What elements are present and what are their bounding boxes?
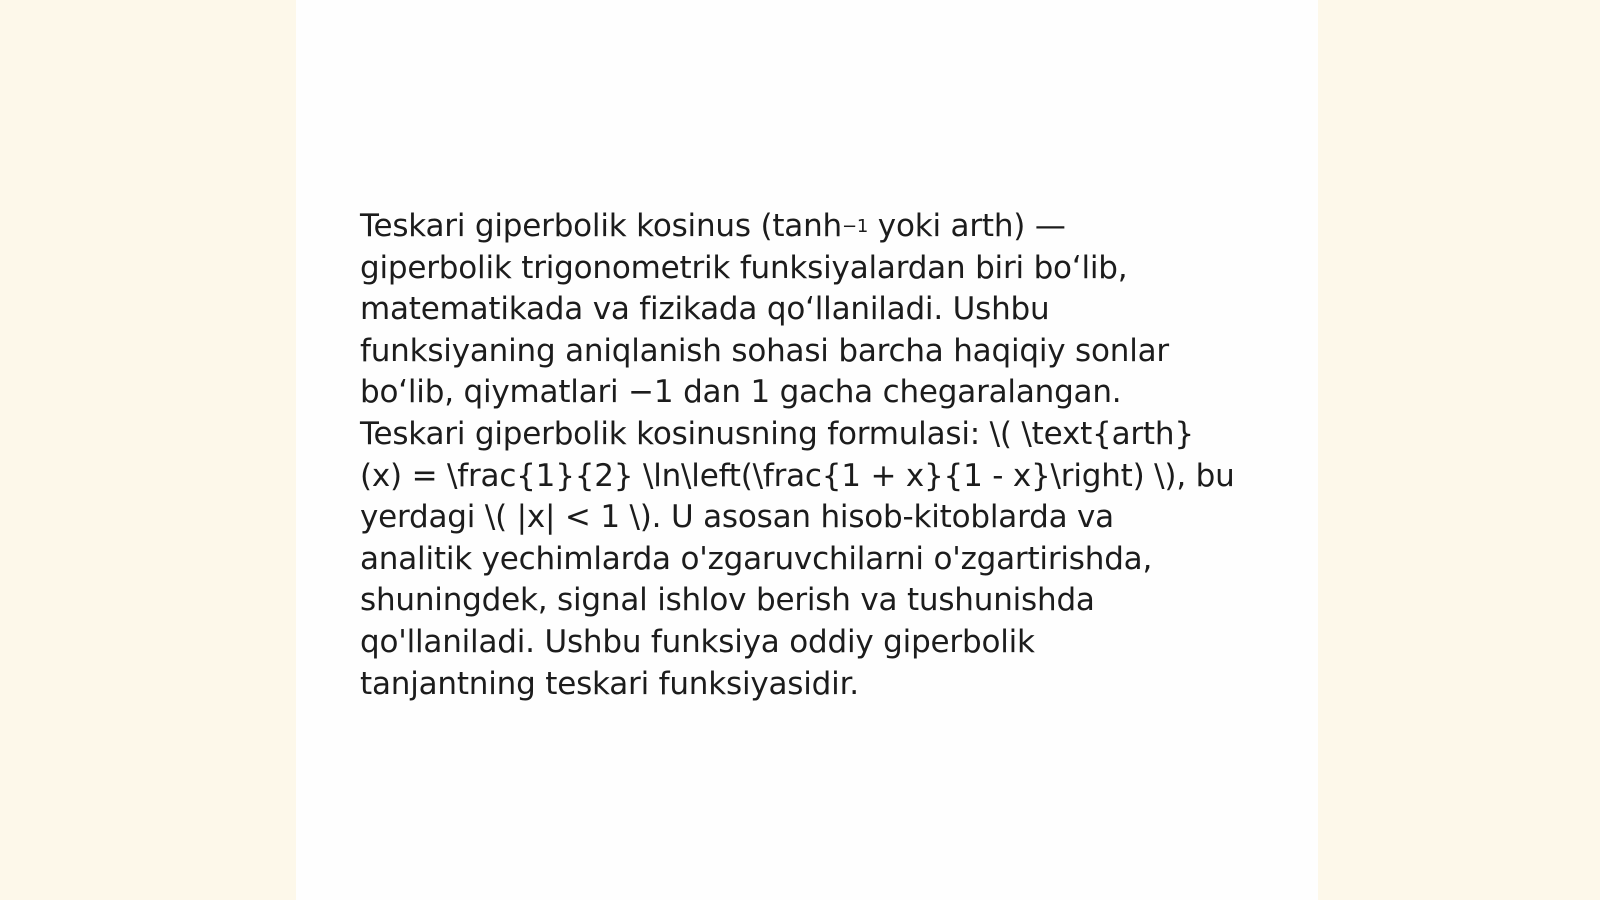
- text-line-10: shuningdek, signal ishlov berish va tushunishda: [360, 582, 1095, 619]
- paragraph: [360, 206, 1260, 705]
- text-line-1-end: yoki arth) —: [868, 208, 1066, 244]
- text-line-7: (x) = \frac{1}{2} \ln\left(\frac{1 + x}{1 - x}\right) \), bu: [360, 457, 1235, 494]
- text-line-1: [360, 206, 1260, 248]
- text-line-5: bo‘lib, qiymatlari −1 dan 1 gacha chegaralangan.: [360, 374, 1122, 411]
- left-margin-panel: [0, 0, 296, 900]
- text-line-1-start: Teskari giperbolik kosinus (tanh: [360, 208, 842, 244]
- text-line-3: matematikada va fizikada qo‘llaniladi. Ushbu: [360, 291, 1050, 328]
- superscript-minus-one: −1: [842, 216, 869, 237]
- text-line-8: yerdagi \( |x| < 1 \). U asosan hisob-kitoblarda va: [360, 499, 1114, 536]
- text-line-4: funksiyaning aniqlanish sohasi barcha haqiqiy sonlar: [360, 332, 1169, 369]
- slide-text-body: [360, 206, 1260, 705]
- text-line-11: qo'llaniladi. Ushbu funksiya oddiy giperbolik: [360, 623, 1035, 660]
- text-line-12: tanjantning teskari funksiyasidir.: [360, 665, 859, 702]
- text-line-6: Teskari giperbolik kosinusning formulasi: \( \text{arth}: [360, 415, 1194, 452]
- slide-page: [296, 0, 1318, 900]
- right-margin-panel: [1318, 0, 1600, 900]
- text-line-9: analitik yechimlarda o'zgaruvchilarni o'zgartirishda,: [360, 540, 1153, 577]
- text-line-2: giperbolik trigonometrik funksiyalardan biri bo‘lib,: [360, 249, 1128, 286]
